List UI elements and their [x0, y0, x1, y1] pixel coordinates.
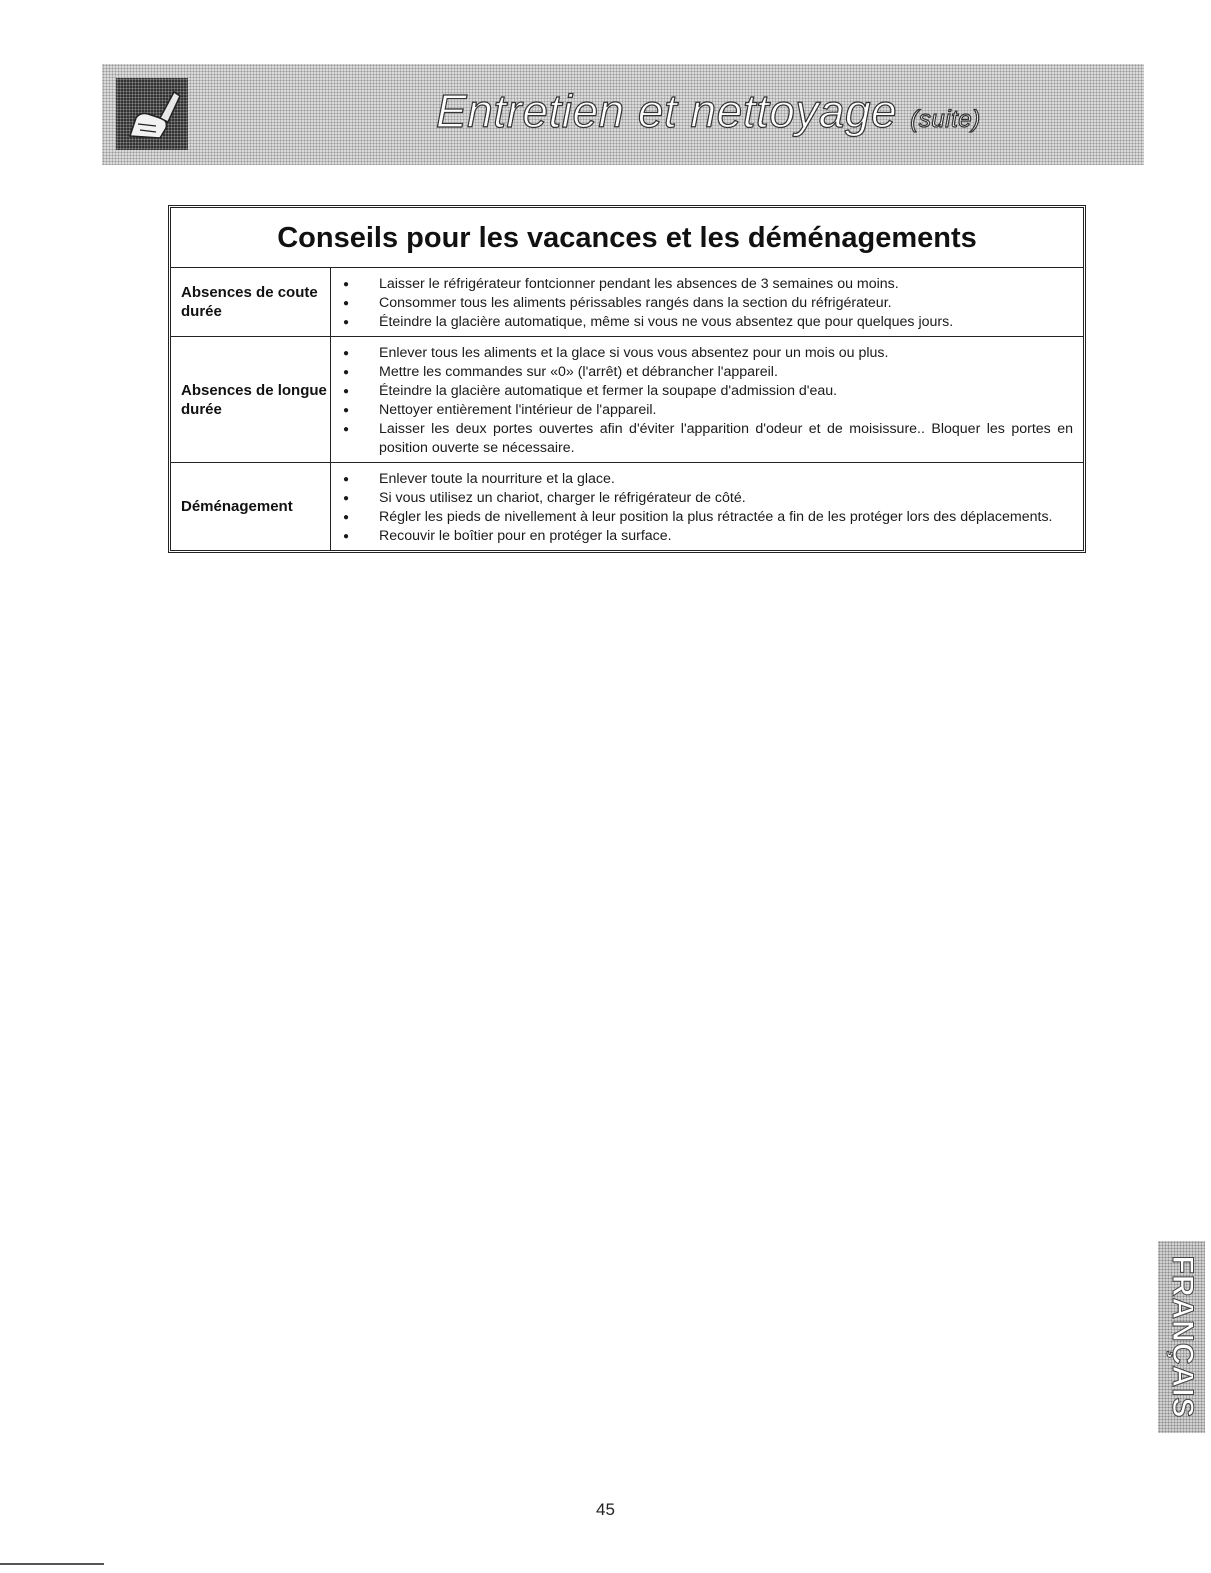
bullet-icon: ● — [343, 474, 350, 485]
tips-row-long-absence — [171, 336, 1083, 462]
bullet-icon: ● — [343, 317, 350, 328]
page-number: 45 — [596, 1500, 615, 1519]
tips-table — [168, 205, 1086, 553]
list-item: ● Recouvir le boîtier pour en protéger la surface. — [343, 528, 672, 544]
scan-edge-rule — [0, 1563, 104, 1565]
bullet-icon: ● — [343, 279, 350, 290]
bullet-icon: ● — [343, 348, 350, 359]
tips-row-short-absence — [171, 268, 1083, 336]
cleaning-hand-icon — [116, 78, 188, 150]
row-label: Absences de longue durée — [171, 337, 331, 462]
row-items — [331, 463, 1083, 550]
section-title: Entretien et nettoyage (suite) — [436, 85, 981, 137]
list-item: ● Si vous utilisez un chariot, charger le réfrigérateur de côté. — [343, 490, 746, 506]
list-item: ● Enlever tous les aliments et la glace si vous vous absentez pour un mois ou plus. — [343, 345, 889, 361]
bullet-icon: ● — [343, 531, 350, 542]
bullet-icon: ● — [343, 512, 350, 523]
list-item: ● Nettoyer entièrement l'intérieur de l'appareil. — [343, 402, 657, 418]
list-item: ● Éteindre la glacière automatique et fermer la soupape d'admission d'eau. — [343, 383, 838, 399]
list-item: ● Éteindre la glacière automatique, même si vous ne vous absentez que pour quelques jours. — [343, 314, 954, 330]
list-item: ● Consommer tous les aliments périssables rangés dans la section du réfrigérateur. — [343, 295, 892, 311]
tips-row-moving — [171, 462, 1083, 550]
list-item: ● Mettre les commandes sur «0» (l'arrêt) et débrancher l'appareil. — [343, 364, 778, 380]
list-item: ● Régler les pieds de nivellement à leur position la plus rétractée a fin de les protéger lors des déplacements. — [343, 509, 1053, 525]
language-tab — [1158, 1241, 1205, 1433]
row-items — [331, 337, 1083, 462]
bullet-icon: ● — [343, 424, 350, 435]
section-header-banner — [102, 64, 1144, 165]
row-label: Déménagement — [171, 463, 331, 550]
bullet-icon: ● — [343, 405, 350, 416]
bullet-icon: ● — [343, 367, 350, 378]
tips-title: Conseils pour les vacances et les déménagements — [171, 208, 1083, 268]
list-item: ● Enlever toute la nourriture et la glace. — [343, 471, 615, 487]
list-item: ● Laisser les deux portes ouvertes afin d'éviter l'apparition d'odeur et de moisissure.. Bloquer les portes en position ouverte se nécessaire. — [343, 421, 1073, 456]
row-items — [331, 268, 1083, 336]
row-label: Absences de coute durée — [171, 268, 331, 336]
language-tab-label: FRANÇAIS — [1165, 1255, 1199, 1419]
bullet-icon: ● — [343, 298, 350, 309]
list-item: ● Laisser le réfrigérateur fontcionner pendant les absences de 3 semaines ou moins. — [343, 276, 899, 292]
bullet-icon: ● — [343, 386, 350, 397]
bullet-icon: ● — [343, 493, 350, 504]
